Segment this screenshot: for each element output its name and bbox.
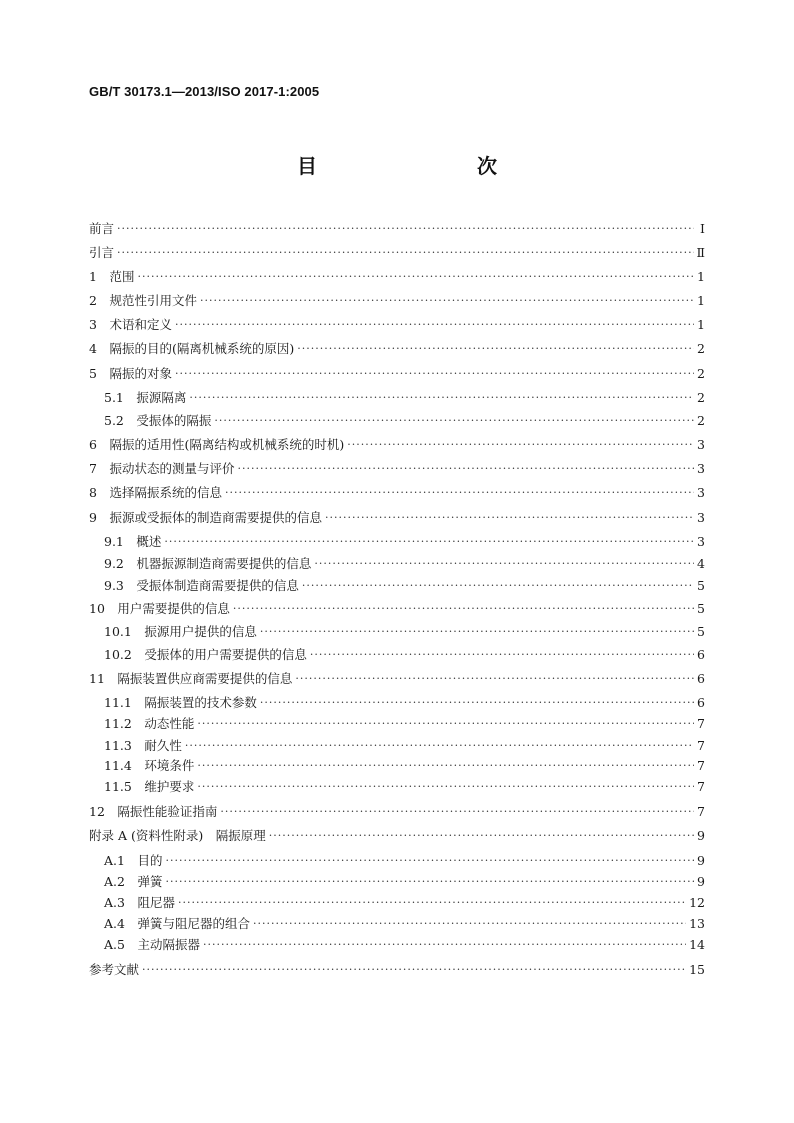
- toc-entry-page: 12: [689, 895, 705, 910]
- toc-entry-page: 3: [697, 485, 705, 500]
- toc-leader-dots: [197, 716, 694, 732]
- toc-leader-dots: [197, 758, 694, 774]
- toc-entry-page: Ⅰ: [700, 221, 705, 236]
- toc-entry[interactable]: [89, 958, 705, 978]
- toc-entry-label: 9.2 机器振源制造商需要提供的信息: [104, 556, 312, 571]
- toc-entry[interactable]: [89, 734, 705, 754]
- toc-entry-label: 9 振源或受振体的制造商需要提供的信息: [89, 510, 322, 525]
- toc-leader-dots: [269, 828, 694, 844]
- toc-leader-dots: [237, 461, 694, 477]
- toc-entry-page: 5: [697, 624, 705, 639]
- toc-leader-dots: [302, 578, 694, 594]
- toc-entry-label: 8 选择隔振系统的信息: [89, 485, 222, 500]
- toc-leader-dots: [295, 671, 694, 687]
- toc-entry-label: 6 隔振的适用性(隔离结构或机械系统的时机): [89, 437, 345, 452]
- toc-entry-label: 引言: [89, 245, 115, 260]
- toc-entry-page: 5: [697, 578, 705, 593]
- toc-entry-label: 参考文献: [89, 962, 140, 977]
- toc-leader-dots: [203, 937, 686, 953]
- toc-entry-page: 2: [697, 390, 705, 405]
- toc-entry-label: 5 隔振的对象: [89, 366, 172, 381]
- toc-entry-page: 2: [697, 341, 705, 356]
- toc-entry[interactable]: [89, 870, 705, 890]
- toc-entry-page: 1: [697, 317, 705, 332]
- toc-entry-page: 6: [697, 647, 705, 662]
- toc-leader-dots: [214, 413, 694, 429]
- toc-entry-page: 9: [697, 874, 705, 889]
- toc-entry-page: 7: [697, 779, 705, 794]
- toc-leader-dots: [253, 916, 686, 932]
- toc-entry-page: 7: [697, 716, 705, 731]
- toc-entry-page: 3: [697, 437, 705, 452]
- toc-entry[interactable]: [89, 337, 705, 357]
- toc-entry-page: 13: [689, 916, 705, 931]
- toc-leader-dots: [347, 437, 694, 453]
- toc-entry-page: Ⅱ: [696, 245, 705, 260]
- toc-entry[interactable]: [89, 530, 705, 550]
- toc-leader-dots: [260, 624, 694, 640]
- toc-entry-label: 5.1 振源隔离: [104, 390, 187, 405]
- toc-leader-dots: [137, 269, 694, 285]
- toc-leader-dots: [189, 390, 694, 406]
- toc-entry-page: 1: [697, 293, 705, 308]
- toc-entry-label: 2 规范性引用文件: [89, 293, 197, 308]
- toc-entry[interactable]: [89, 506, 705, 526]
- toc-entry-label: 11 隔振装置供应商需要提供的信息: [89, 671, 293, 686]
- toc-entry-label: 附录 A (资料性附录) 隔振原理: [89, 828, 266, 843]
- toc-entry[interactable]: [89, 552, 705, 572]
- toc-leader-dots: [117, 221, 694, 237]
- toc-entry-page: 2: [697, 413, 705, 428]
- toc-leader-dots: [200, 293, 694, 309]
- toc-entry-label: 11.3 耐久性: [104, 738, 182, 753]
- toc-leader-dots: [178, 895, 686, 911]
- toc-entry[interactable]: [89, 824, 705, 844]
- toc-entry[interactable]: [89, 643, 705, 663]
- toc-entry-label: A.1 目的: [104, 853, 163, 868]
- toc-entry-page: 7: [697, 758, 705, 773]
- toc-leader-dots: [142, 962, 686, 978]
- toc-entry-page: 1: [697, 269, 705, 284]
- toc-entry[interactable]: [89, 313, 705, 333]
- toc-entry[interactable]: [89, 620, 705, 640]
- toc-leader-dots: [165, 853, 694, 869]
- toc-leader-dots: [325, 510, 694, 526]
- toc-entry-label: 11.2 动态性能: [104, 716, 195, 731]
- toc-entry-page: 2: [697, 366, 705, 381]
- toc-entry-page: 4: [697, 556, 705, 571]
- toc-leader-dots: [197, 779, 694, 795]
- toc-entry[interactable]: [89, 362, 705, 382]
- toc-entry[interactable]: [89, 574, 705, 594]
- toc-entry[interactable]: [89, 912, 705, 932]
- toc-entry-label: 10 用户需要提供的信息: [89, 601, 230, 616]
- toc-entry[interactable]: [89, 754, 705, 774]
- toc-leader-dots: [164, 534, 694, 550]
- toc-entry-label: 9.1 概述: [104, 534, 162, 549]
- toc-entry[interactable]: [89, 433, 705, 453]
- toc-entry[interactable]: [89, 265, 705, 285]
- toc-entry[interactable]: [89, 386, 705, 406]
- toc-entry-label: 4 隔振的目的(隔离机械系统的原因): [89, 341, 295, 356]
- toc-entry-label: 7 振动状态的测量与评价: [89, 461, 235, 476]
- toc-leader-dots: [260, 695, 694, 711]
- toc-entry-label: 5.2 受振体的隔振: [104, 413, 212, 428]
- toc-entry-label: A.3 阻尼器: [104, 895, 175, 910]
- toc-entry-page: 7: [697, 738, 705, 753]
- toc-entry-page: 9: [697, 853, 705, 868]
- toc-entry-label: 1 范围: [89, 269, 135, 284]
- toc-leader-dots: [314, 556, 694, 572]
- toc-entry[interactable]: [89, 217, 705, 237]
- toc-entry-label: 3 术语和定义: [89, 317, 172, 332]
- toc-entry-page: 9: [697, 828, 705, 843]
- toc-entry-label: A.5 主动隔振器: [104, 937, 200, 952]
- toc-leader-dots: [117, 245, 693, 261]
- toc-entry-label: 前言: [89, 221, 115, 236]
- toc-leader-dots: [175, 366, 694, 382]
- toc-entry[interactable]: [89, 775, 705, 795]
- toc-entry-page: 3: [697, 461, 705, 476]
- toc-entry[interactable]: [89, 481, 705, 501]
- toc-entry-label: 10.1 振源用户提供的信息: [104, 624, 257, 639]
- toc-entry-label: 12 隔振性能验证指南: [89, 804, 218, 819]
- toc-entry[interactable]: [89, 712, 705, 732]
- toc-entry-page: 14: [689, 937, 705, 952]
- toc-leader-dots: [233, 601, 694, 617]
- toc-leader-dots: [225, 485, 694, 501]
- toc-leader-dots: [220, 804, 694, 820]
- toc-entry[interactable]: [89, 933, 705, 953]
- toc-leader-dots: [165, 874, 694, 890]
- toc-entry-label: A.4 弹簧与阻尼器的组合: [104, 916, 250, 931]
- toc-entry[interactable]: [89, 849, 705, 869]
- toc-entry-page: 7: [697, 804, 705, 819]
- toc-entry-label: 9.3 受振体制造商需要提供的信息: [104, 578, 299, 593]
- toc-entry[interactable]: [89, 289, 705, 309]
- page-title: 目 次: [297, 154, 537, 178]
- toc-entry-page: 6: [697, 671, 705, 686]
- toc-entry-page: 15: [689, 962, 705, 977]
- toc-entry-page: 3: [697, 510, 705, 525]
- toc-entry[interactable]: [89, 691, 705, 711]
- toc-entry[interactable]: [89, 597, 705, 617]
- toc-entry-page: 5: [697, 601, 705, 616]
- toc-leader-dots: [310, 647, 694, 663]
- document-code-header: GB/T 30173.1—2013/ISO 2017-1:2005: [89, 84, 320, 99]
- toc-entry[interactable]: [89, 457, 705, 477]
- toc-entry[interactable]: [89, 800, 705, 820]
- toc-entry[interactable]: [89, 409, 705, 429]
- toc-entry-label: A.2 弹簧: [104, 874, 163, 889]
- toc-entry-label: 11.5 维护要求: [104, 779, 195, 794]
- toc-leader-dots: [185, 738, 694, 754]
- toc-entry[interactable]: [89, 241, 705, 261]
- toc-entry[interactable]: [89, 667, 705, 687]
- toc-entry-page: 6: [697, 695, 705, 710]
- toc-entry-label: 11.1 隔振装置的技术参数: [104, 695, 257, 710]
- toc-entry-label: 11.4 环境条件: [104, 758, 195, 773]
- toc-leader-dots: [297, 341, 694, 357]
- toc-entry-label: 10.2 受振体的用户需要提供的信息: [104, 647, 307, 662]
- toc-entry[interactable]: [89, 891, 705, 911]
- toc-leader-dots: [175, 317, 694, 333]
- toc-entry-page: 3: [697, 534, 705, 549]
